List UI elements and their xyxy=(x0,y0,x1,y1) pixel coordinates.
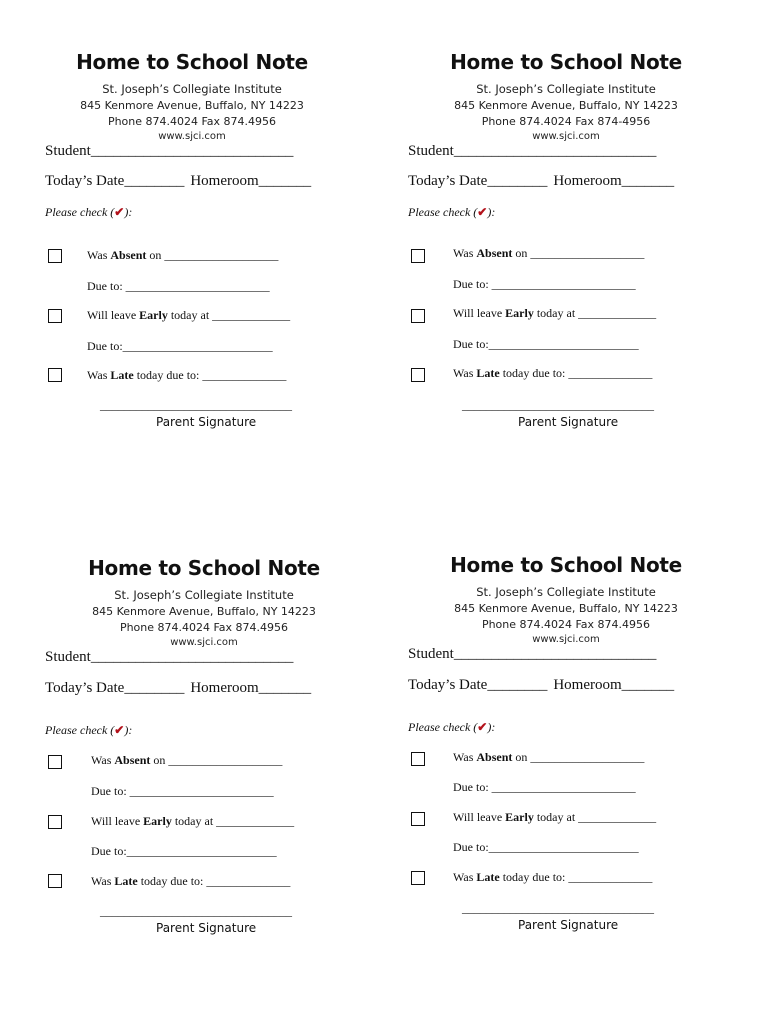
date-label: Today’s Date xyxy=(408,677,488,693)
school-phone-fax: Phone 874.4024 Fax 874.4956 xyxy=(107,115,277,128)
date-line: ________ xyxy=(124,173,185,189)
signature-label: Parent Signature xyxy=(156,921,257,935)
check-mark-icon: ✔ xyxy=(114,723,125,737)
student-line: ___________________________ xyxy=(90,649,294,665)
school-name: St. Joseph’s Collegiate Institute xyxy=(476,585,656,599)
note-title: Home to School Note xyxy=(88,556,320,580)
date-homeroom-row[interactable] xyxy=(408,173,674,190)
signature-label: Parent Signature xyxy=(518,918,619,932)
early-due-to: Due to:_________________________ xyxy=(87,339,273,353)
school-phone-fax: Phone 874.4024 Fax 874-4956 xyxy=(481,115,651,128)
absent-checkbox[interactable] xyxy=(411,249,425,263)
homeroom-label: Homeroom xyxy=(190,680,259,696)
absent-item: Was Absent on ___________________ xyxy=(91,753,283,767)
signature-line[interactable]: ________________________________ xyxy=(462,398,654,412)
check-mark-icon: ✔ xyxy=(477,720,488,734)
homeroom-label: Homeroom xyxy=(553,677,622,693)
late-item: Was Late today due to: ______________ xyxy=(87,368,287,382)
homeroom-line: _______ xyxy=(258,173,312,189)
school-website: www.sjci.com xyxy=(532,634,600,645)
early-due-to: Due to:_________________________ xyxy=(453,337,639,351)
note-title: Home to School Note xyxy=(450,50,682,74)
early-item: Will leave Early today at _____________ xyxy=(453,306,657,320)
date-label: Today’s Date xyxy=(45,680,125,696)
date-homeroom-row[interactable] xyxy=(45,680,311,697)
note-bottom-left xyxy=(44,556,364,976)
date-homeroom-row[interactable] xyxy=(408,677,674,694)
absent-item: Was Absent on ___________________ xyxy=(453,246,645,260)
homeroom-line: _______ xyxy=(258,680,312,696)
date-line: ________ xyxy=(487,173,548,189)
student-field[interactable] xyxy=(45,649,293,666)
student-line: ___________________________ xyxy=(453,646,657,662)
student-line: ___________________________ xyxy=(90,143,294,159)
please-check-label: Please check (✔): xyxy=(408,205,496,219)
absent-checkbox[interactable] xyxy=(411,752,425,766)
date-line: ________ xyxy=(124,680,185,696)
early-checkbox[interactable] xyxy=(48,815,62,829)
late-item: Was Late today due to: ______________ xyxy=(453,366,653,380)
signature-label: Parent Signature xyxy=(518,415,619,429)
school-address: 845 Kenmore Avenue, Buffalo, NY 14223 xyxy=(92,605,316,618)
early-checkbox[interactable] xyxy=(48,309,62,323)
date-label: Today’s Date xyxy=(408,173,488,189)
signature-label: Parent Signature xyxy=(156,415,257,429)
note-bottom-right xyxy=(406,553,726,973)
date-line: ________ xyxy=(487,677,548,693)
school-address: 845 Kenmore Avenue, Buffalo, NY 14223 xyxy=(80,99,304,112)
late-checkbox[interactable] xyxy=(48,368,62,382)
note-title: Home to School Note xyxy=(450,553,682,577)
note-top-left xyxy=(32,50,352,470)
signature-line[interactable]: ________________________________ xyxy=(100,398,292,412)
absent-due-to: Due to: ________________________ xyxy=(453,780,636,794)
please-check-label: Please check (✔): xyxy=(408,720,496,734)
absent-checkbox[interactable] xyxy=(48,249,62,263)
school-name: St. Joseph’s Collegiate Institute xyxy=(476,82,656,96)
school-website: www.sjci.com xyxy=(158,131,226,142)
note-title: Home to School Note xyxy=(76,50,308,74)
student-label: Student xyxy=(45,649,91,665)
date-homeroom-row[interactable] xyxy=(45,173,311,190)
date-label: Today’s Date xyxy=(45,173,125,189)
absent-item: Was Absent on ___________________ xyxy=(87,248,279,262)
absent-due-to: Due to: ________________________ xyxy=(453,277,636,291)
school-phone-fax: Phone 874.4024 Fax 874.4956 xyxy=(481,618,651,631)
student-field[interactable] xyxy=(45,143,293,160)
please-check-label: Please check (✔): xyxy=(45,205,133,219)
homeroom-label: Homeroom xyxy=(190,173,259,189)
late-item: Was Late today due to: ______________ xyxy=(453,870,653,884)
absent-due-to: Due to: ________________________ xyxy=(87,279,270,293)
late-checkbox[interactable] xyxy=(48,874,62,888)
absent-due-to: Due to: ________________________ xyxy=(91,784,274,798)
check-mark-icon: ✔ xyxy=(114,205,125,219)
late-checkbox[interactable] xyxy=(411,368,425,382)
signature-line[interactable]: ________________________________ xyxy=(462,901,654,915)
early-checkbox[interactable] xyxy=(411,309,425,323)
note-top-right xyxy=(406,50,726,470)
check-mark-icon: ✔ xyxy=(477,205,488,219)
student-field[interactable] xyxy=(408,143,656,160)
early-due-to: Due to:_________________________ xyxy=(453,840,639,854)
school-name: St. Joseph’s Collegiate Institute xyxy=(102,82,282,96)
student-label: Student xyxy=(45,143,91,159)
school-website: www.sjci.com xyxy=(532,131,600,142)
student-label: Student xyxy=(408,143,454,159)
early-due-to: Due to:_________________________ xyxy=(91,844,277,858)
absent-item: Was Absent on ___________________ xyxy=(453,750,645,764)
school-phone-fax: Phone 874.4024 Fax 874.4956 xyxy=(119,621,289,634)
homeroom-line: _______ xyxy=(621,677,675,693)
early-item: Will leave Early today at _____________ xyxy=(91,814,295,828)
late-item: Was Late today due to: ______________ xyxy=(91,874,291,888)
late-checkbox[interactable] xyxy=(411,871,425,885)
signature-line[interactable]: ________________________________ xyxy=(100,904,292,918)
school-website: www.sjci.com xyxy=(170,637,238,648)
school-name: St. Joseph’s Collegiate Institute xyxy=(114,588,294,602)
early-checkbox[interactable] xyxy=(411,812,425,826)
student-field[interactable] xyxy=(408,646,656,663)
homeroom-line: _______ xyxy=(621,173,675,189)
school-address: 845 Kenmore Avenue, Buffalo, NY 14223 xyxy=(454,99,678,112)
early-item: Will leave Early today at _____________ xyxy=(453,810,657,824)
student-label: Student xyxy=(408,646,454,662)
homeroom-label: Homeroom xyxy=(553,173,622,189)
student-line: ___________________________ xyxy=(453,143,657,159)
please-check-label: Please check (✔): xyxy=(45,723,133,737)
absent-checkbox[interactable] xyxy=(48,755,62,769)
school-address: 845 Kenmore Avenue, Buffalo, NY 14223 xyxy=(454,602,678,615)
early-item: Will leave Early today at _____________ xyxy=(87,308,291,322)
